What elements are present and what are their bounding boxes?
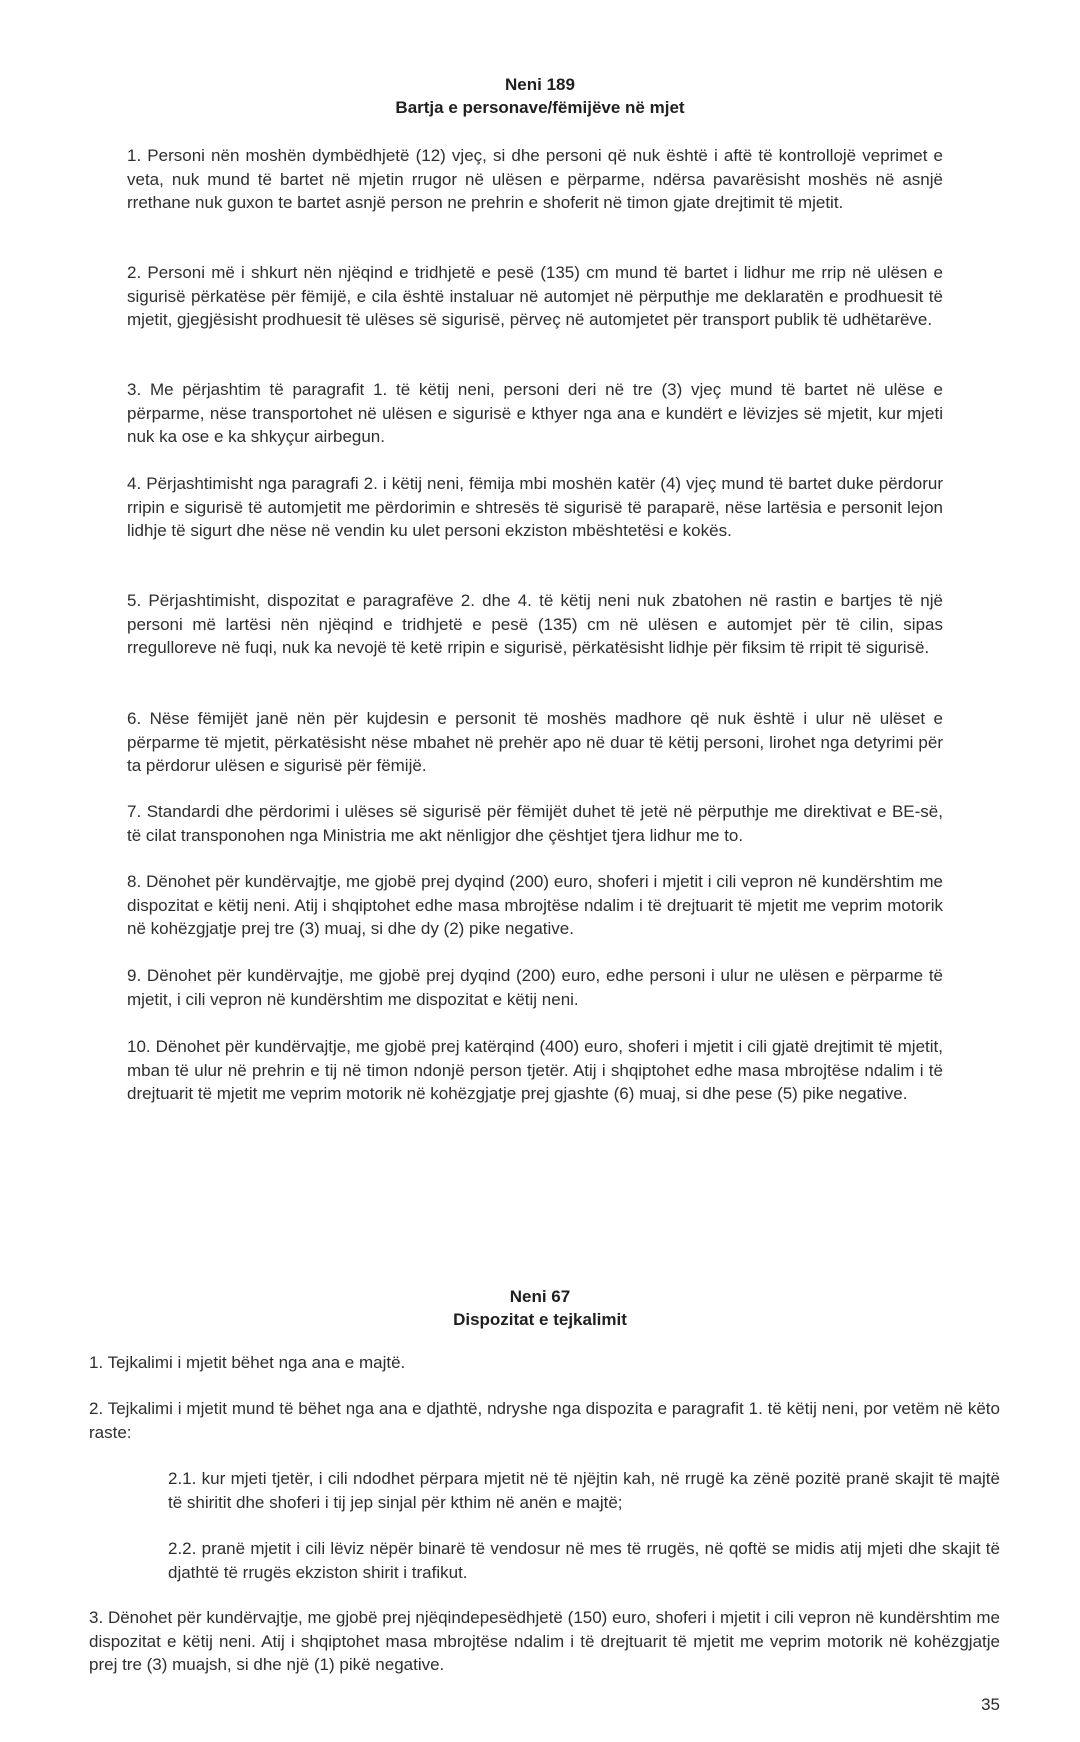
- page-number: 35: [981, 1695, 1000, 1714]
- article-number: Neni 189: [505, 75, 575, 94]
- article-title: Dispozitat e tejkalimit: [453, 1310, 627, 1329]
- subparagraph-2-1: 2.1. kur mjeti tjetër, i cili ndodhet përpara mjetit në të njëjtin kah, në rrugë ka zënë pozitë pranë skajit të majtë të shiritit dhe shoferi i tij jep sinjal për kthim në anën e majtë;: [168, 1469, 1000, 1512]
- paragraph-2: 2. Personi më i shkurt nën njëqind e tridhjetë e pesë (135) cm mund të bartet i lidhur me rrip në ulësen e sigurisë përkatëse për fëmijë, e cila është instaluar në automjet në përputhje me deklaratën e prodhuesit të mjetit, gjegjësisht prodhuesit të ulëses së sigurisë, përveç në automjetet për transport publik të udhëtarëve.: [127, 263, 943, 329]
- article-heading-67: [0, 1285, 1080, 1331]
- paragraph-8: 8. Dënohet për kundërvajtje, me gjobë prej dyqind (200) euro, shoferi i mjetit i cili vepron në kundërshtim me dispozitat e këtij neni. Atij i shqiptohet edhe masa mbrojtëse ndalim i të drejtuarit të mjetit me veprim motorik në kohëzgjatje prej tre (3) muaj, si dhe dy (2) pike negative.: [127, 872, 943, 938]
- paragraph-5: 5. Përjashtimisht, dispozitat e paragrafëve 2. dhe 4. të këtij neni nuk zbatohen në rastin e bartjes të një personi më lartësi nën njëqind e tridhjetë e pesë (135) cm në ulësen e automjet për të cilin, sipas rregulloreve në fuqi, nuk ka nevojë të ketë rripin e sigurisë, përkatësisht lidhje për fiksim të rripit të sigurisë.: [127, 591, 943, 657]
- article-title: Bartja e personave/fëmijëve në mjet: [395, 98, 685, 117]
- paragraph-3: 3. Dënohet për kundërvajtje, me gjobë prej njëqindepesëdhjetë (150) euro, shoferi i mjetit i cili vepron në kundërshtim me dispozitat e këtij neni. Atij i shqiptohet masa mbrojtëse ndalim i të drejtuarit të mjetit me veprim motorik në kohëzgjatje prej tre (3) muajsh, si dhe një (1) pikë negative.: [89, 1608, 1000, 1674]
- subparagraph-2-2: 2.2. pranë mjetit i cili lëviz nëpër binarë të vendosur në mes të rrugës, në qoftë se midis atij mjeti dhe skajit të djathtë të rrugës ekziston shirit i trafikut.: [168, 1539, 1000, 1582]
- paragraph-2: 2. Tejkalimi i mjetit mund të bëhet nga ana e djathtë, ndryshe nga dispozita e paragrafit 1. të këtij neni, por vetëm në këto raste:: [89, 1399, 1000, 1442]
- paragraph-1: 1. Tejkalimi i mjetit bëhet nga ana e majtë.: [89, 1353, 406, 1372]
- paragraph-1: 1. Personi nën moshën dymbëdhjetë (12) vjeç, si dhe personi që nuk është i aftë të kontrollojë veprimet e veta, nuk mund të bartet në mjetin rrugor në ulësen e përparme, ndërsa pavarësisht moshës në asnjë rrethane nuk guxon te bartet asnjë person ne prehrin e shoferit në timon gjate drejtimit të mjetit.: [127, 146, 943, 212]
- paragraph-3: 3. Me përjashtim të paragrafit 1. të këtij neni, personi deri në tre (3) vjeç mund të bartet në ulëse e përparme, nëse transportohet në ulësen e sigurisë e kthyer nga ana e kundërt e lëvizjes së mjetit, kur mjeti nuk ka ose e ka shkyçur airbegun.: [127, 380, 943, 446]
- paragraph-10: 10. Dënohet për kundërvajtje, me gjobë prej katërqind (400) euro, shoferi i mjetit i cili gjatë drejtimit të mjetit, mban të ulur në prehrin e tij në timon ndonjë person tjetër. Atij i shqiptohet edhe masa mbrojtëse ndalim i të drejtuarit të mjetit me veprim motorik në kohëzgjatje prej gjashte (6) muaj, si dhe pese (5) pike negative.: [127, 1037, 943, 1103]
- article-heading-189: [0, 73, 1080, 119]
- paragraph-7: 7. Standardi dhe përdorimi i ulëses së sigurisë për fëmijët duhet të jetë në përputhje me direktivat e BE-së, të cilat transponohen nga Ministria me akt nënligjor dhe çështjet tjera lidhur me to.: [127, 802, 943, 845]
- paragraph-6: 6. Nëse fëmijët janë nën për kujdesin e personit të moshës madhore që nuk është i ulur në ulëset e përparme të mjetit, përkatësisht nëse mbahet në prehër apo në duar të këtij personi, lirohet nga detyrimi për ta përdorur ulësen e sigurisë për fëmijë.: [127, 709, 943, 775]
- paragraph-9: 9. Dënohet për kundërvajtje, me gjobë prej dyqind (200) euro, edhe personi i ulur ne ulësen e përparme të mjetit, i cili vepron në kundërshtim me dispozitat e këtij neni.: [127, 966, 943, 1009]
- paragraph-4: 4. Përjashtimisht nga paragrafi 2. i këtij neni, fëmija mbi moshën katër (4) vjeç mund të bartet duke përdorur rripin e sigurisë të automjetit me përdorimin e shtresës të sigurisë të paraparë, nëse lartësia e personit lejon lidhje të sigurt dhe nëse në vendin ku ulet personi ekziston mbështetësi e kokës.: [127, 474, 943, 540]
- article-number: Neni 67: [509, 1287, 571, 1306]
